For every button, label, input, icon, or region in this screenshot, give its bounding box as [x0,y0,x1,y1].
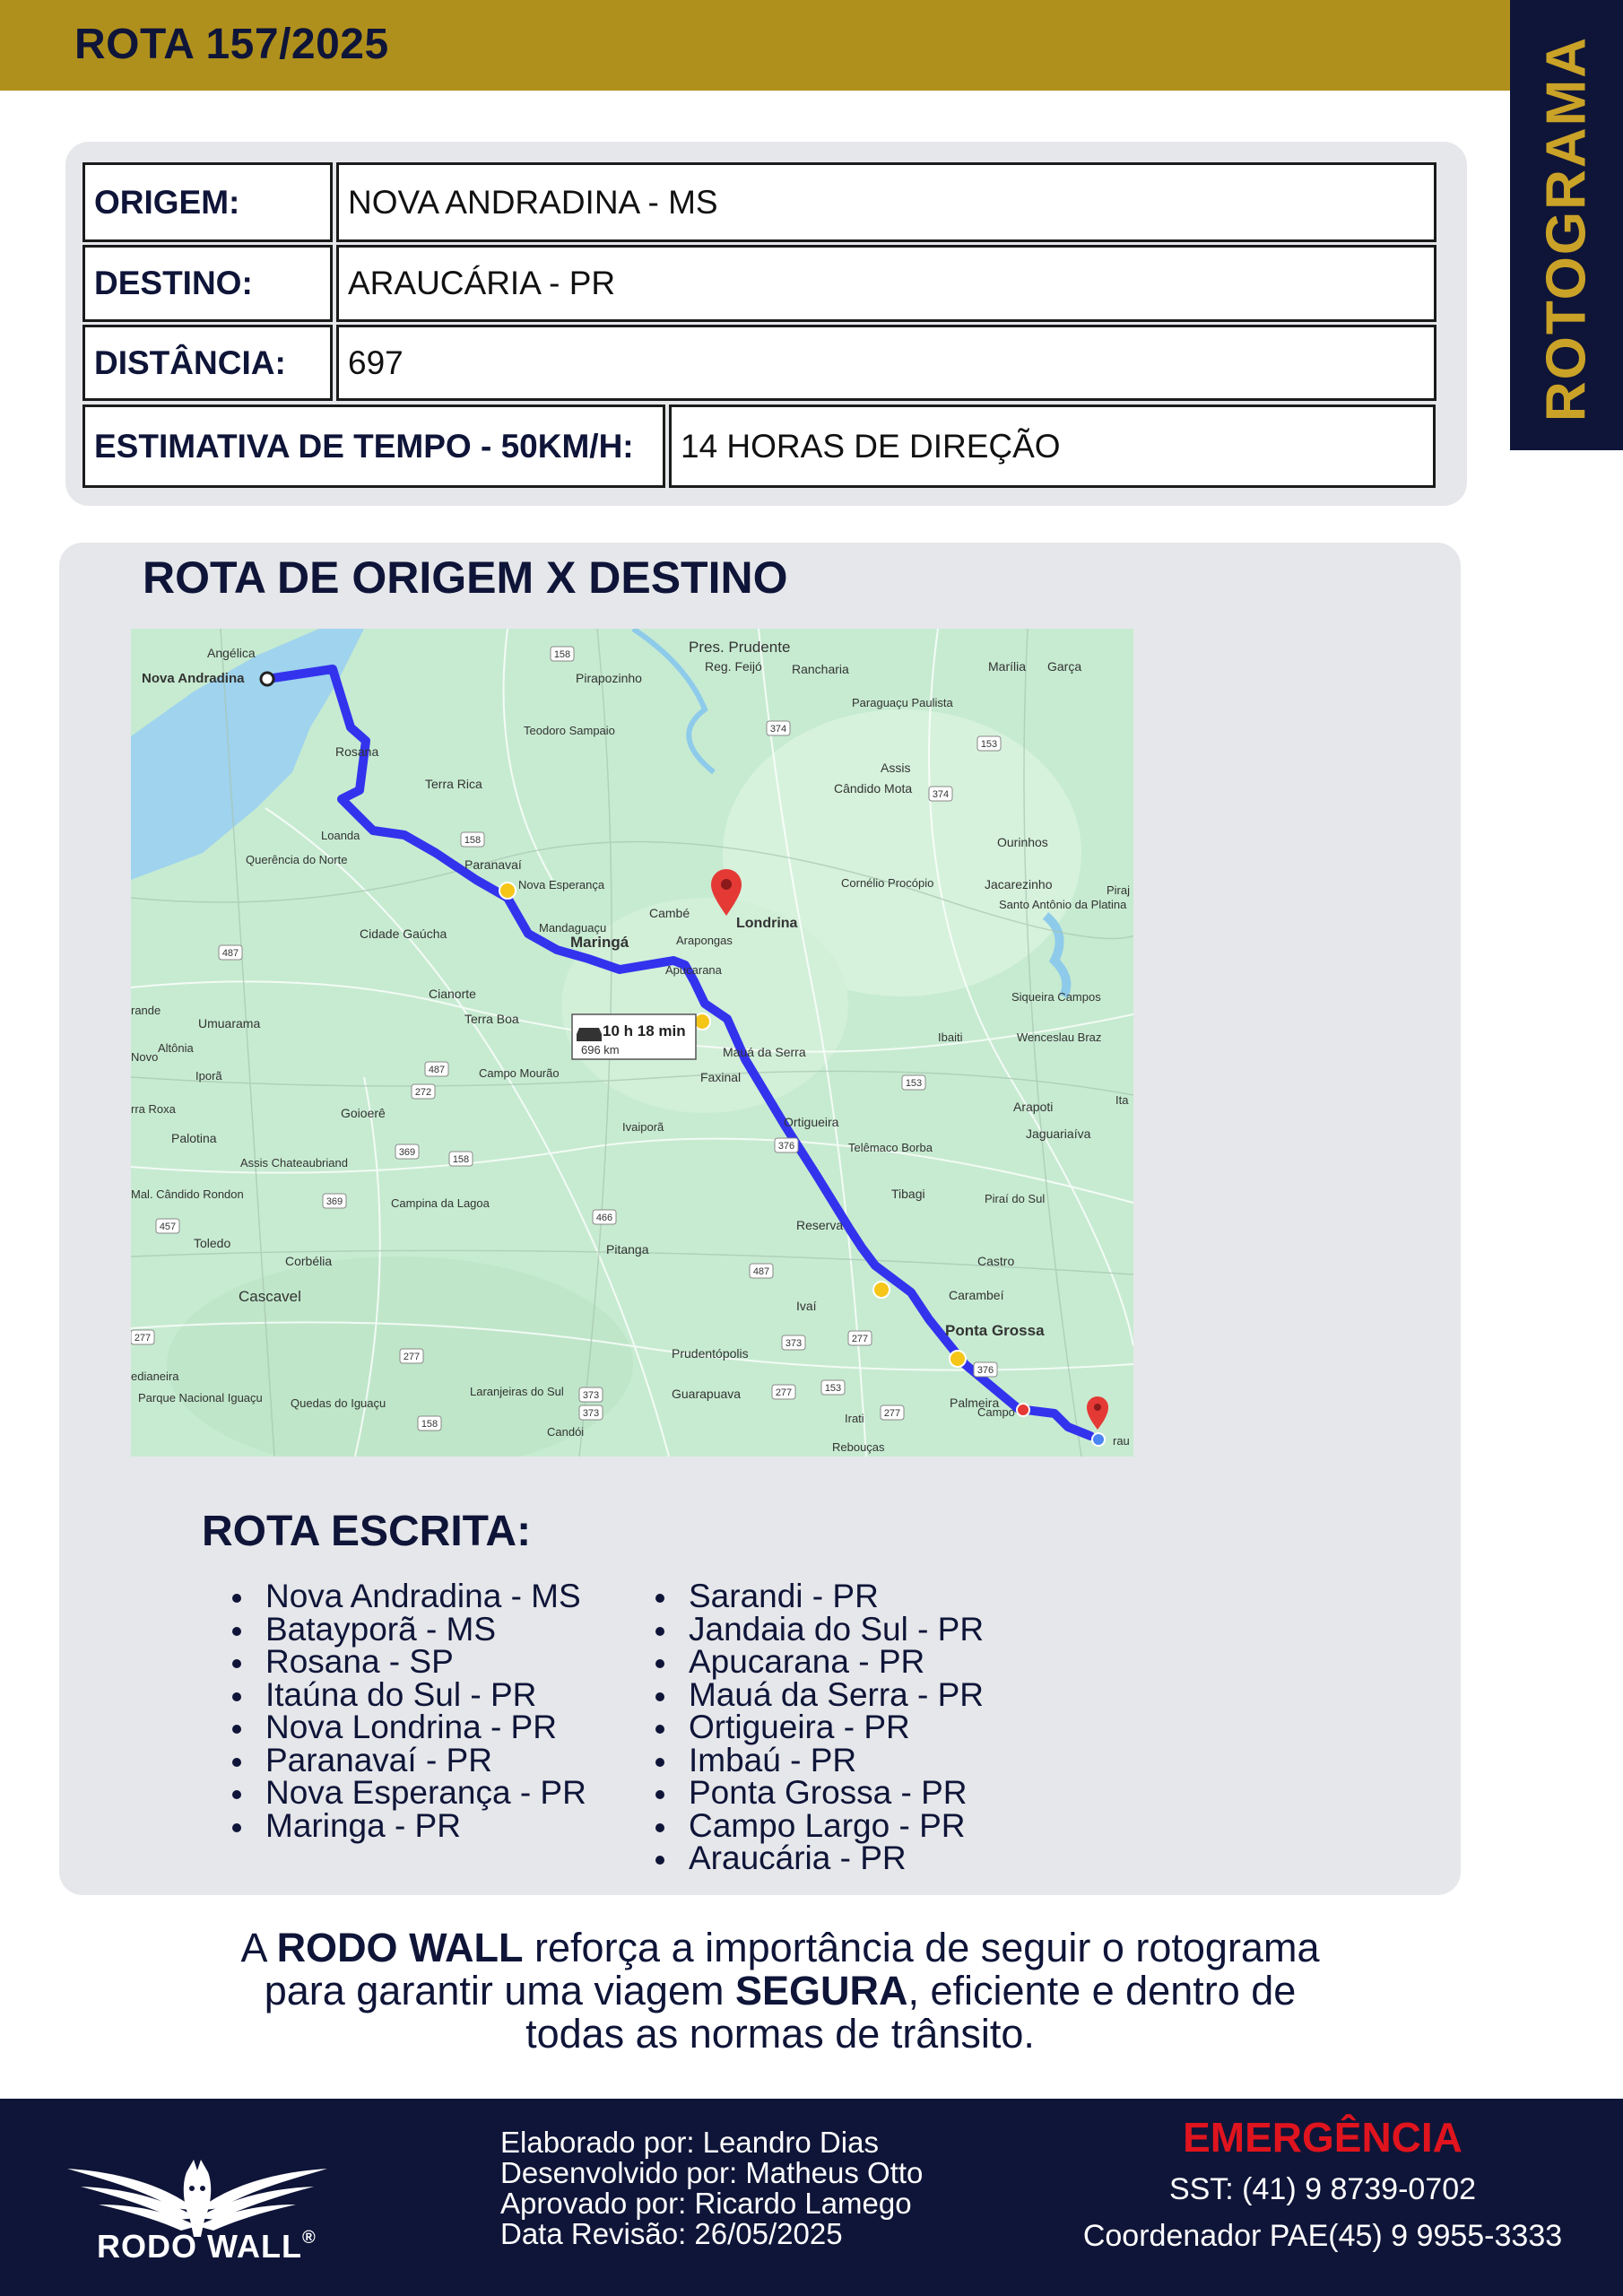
svg-text:158: 158 [421,1419,438,1430]
map-label: Wenceslau Braz [1017,1031,1102,1044]
map-label: Campina da Lagoa [391,1196,490,1210]
map-label: Mal. Cândido Rondon [131,1187,244,1201]
list-item: Batayporã - MS [203,1613,586,1647]
highway-shield [323,1194,346,1208]
map-label: Santo Antônio da Platina [999,898,1127,911]
list-item: Maringa - PR [203,1810,586,1843]
svg-text:369: 369 [325,1196,343,1207]
map-label: Rosana [335,744,379,759]
map-label: Palotina [171,1131,217,1145]
highway-shield [977,736,1001,751]
map-label: Carambeí [949,1288,1004,1302]
map-label: Iporã [195,1069,222,1083]
map-label: Marília [988,659,1027,674]
highway-shield [400,1349,423,1363]
highway-shield [395,1144,419,1159]
map-label: edianeira [131,1370,179,1383]
closing-text: reforça a importância de seguir o rotograma [523,1925,1320,1970]
svg-text:158: 158 [452,1154,470,1165]
map-label: Piraj [1107,883,1131,897]
map-label: Campo [977,1405,1015,1419]
svg-text:158: 158 [553,649,571,660]
pae-phone: Coordenador PAE(45) 9 9955-3333 [1082,2219,1563,2253]
svg-text:369: 369 [398,1147,416,1158]
map-label: Tibagi [891,1187,925,1201]
origin-label: ORIGEM: [82,162,333,242]
map-label: Quedas do Iguaçu [291,1396,386,1410]
route-duration: 10 h 18 min [603,1022,686,1039]
highway-shield [425,1062,448,1076]
map-label: Campo Mourão [479,1066,560,1080]
map-label: Nova Esperança [518,878,605,891]
map-label: Teodoro Sampaio [524,724,615,737]
registered-mark: ® [301,2228,317,2248]
map-label: Nova Andradina [142,671,245,686]
list-item: Mauá da Serra - PR [626,1679,984,1712]
highway-shield [131,1330,154,1344]
highway-shield [156,1219,179,1233]
svg-text:466: 466 [595,1213,613,1223]
time-estimate-value: 14 HORAS DE DIREÇÃO [669,404,1436,488]
map-label: Ivaí [796,1299,817,1313]
highway-shield [974,1362,997,1377]
map-label: Cândido Mota [834,781,913,796]
list-item: Nova Esperança - PR [203,1777,586,1810]
credit-line: Elaborado por: Leandro Dias [500,2126,879,2159]
closing-text: , eficiente e dentro de [907,1968,1297,2013]
written-route-list-left [203,1580,586,1842]
map-label: Cambé [649,906,690,920]
written-route-list-right [626,1580,984,1875]
origin-value: NOVA ANDRADINA - MS [336,162,1436,242]
map-label: Assis Chateaubriand [240,1156,348,1170]
highway-shield [412,1084,435,1099]
map-label: Ibaiti [938,1031,963,1044]
map-label: Assis [881,761,911,775]
highway-shield [579,1387,603,1402]
highway-shield [449,1152,473,1166]
list-item: Apucarana - PR [626,1646,984,1679]
svg-text:374: 374 [769,724,787,735]
list-item: Campo Largo - PR [626,1810,984,1843]
svg-text:153: 153 [980,739,998,750]
svg-text:277: 277 [403,1352,421,1362]
svg-text:373: 373 [582,1408,600,1419]
map-label: Toledo [194,1236,231,1250]
map-label: Angélica [207,646,256,660]
map-label: Irati [845,1412,864,1425]
svg-text:277: 277 [883,1408,901,1419]
map-label: Prudentópolis [672,1346,749,1361]
map-label: Cascavel [239,1288,301,1305]
map-label: Palmeira [950,1396,1000,1410]
highway-shield [902,1075,925,1090]
map-label: Paraguaçu Paulista [852,696,953,709]
map-label: Guarapuava [672,1387,742,1401]
svg-text:158: 158 [464,835,482,846]
credit-line: Data Revisão: 26/05/2025 [500,2217,843,2250]
map-label: Umuarama [198,1016,261,1031]
map-label: Ortigueira [784,1115,839,1129]
closing-message [108,1926,1453,2056]
map-label: Ivaiporã [622,1120,664,1134]
distance-label: DISTÂNCIA: [82,325,333,401]
svg-text:272: 272 [414,1087,432,1098]
svg-text:487: 487 [752,1266,770,1277]
map-label: Rebouças [832,1440,885,1454]
map-label: Maringá [570,934,629,951]
side-tab [1510,0,1623,450]
highway-shield [821,1380,845,1395]
map-label: Piraí do Sul [985,1192,1046,1205]
map-label: Castro [977,1254,1015,1268]
map-label: Goioerê [341,1106,386,1120]
destination-marker-icon [1092,1433,1105,1446]
time-estimate-label: ESTIMATIVA DE TEMPO - 50KM/H: [82,404,665,488]
map-label: Cornélio Procópio [841,876,934,890]
list-item: Nova Andradina - MS [203,1580,586,1613]
map-label: Loanda [321,829,360,842]
highway-shield [593,1210,616,1224]
highway-shield [750,1264,773,1278]
map-label: Altônia [158,1041,194,1055]
list-item: Araucária - PR [626,1842,984,1875]
destination-value: ARAUCÁRIA - PR [336,245,1436,322]
map-label: Corbélia [285,1254,333,1268]
map-label: Londrina [736,916,798,931]
highway-shield [767,721,790,735]
map-label: Rancharia [792,662,849,676]
map-label: Cianorte [429,987,476,1001]
map-label: Mandaguaçu [539,921,607,935]
map-label: Ourinhos [997,835,1048,849]
svg-text:277: 277 [134,1333,152,1344]
map-label: Pirapozinho [576,671,642,685]
map-label: Mauá da Serra [723,1045,806,1059]
highway-shield [551,647,574,661]
list-item: Itaúna do Sul - PR [203,1679,586,1712]
highway-shield [929,787,952,801]
map-label: Siqueira Campos [1011,990,1101,1004]
map-label: Laranjeiras do Sul [470,1385,564,1398]
map-label: Reserva [796,1218,844,1232]
map-label: Terra Rica [425,777,482,791]
map-label: Parque Nacional Iguaçu [138,1391,263,1405]
map-label: Reg. Feijó [705,659,762,674]
svg-text:277: 277 [775,1387,793,1398]
route-map [131,629,1133,1457]
distance-value: 697 [336,325,1436,401]
map-label: Terra Boa [464,1012,519,1026]
svg-text:457: 457 [159,1222,177,1232]
route-duration-box [572,1014,696,1059]
map-label: Novo [131,1050,159,1064]
svg-text:374: 374 [932,789,950,800]
svg-text:277: 277 [851,1334,869,1344]
document-credits [500,2127,923,2249]
highway-shield [418,1416,441,1431]
origin-marker-icon [261,673,273,685]
highway-shield [772,1385,795,1399]
map-label: Ita [1115,1093,1129,1107]
map-label: Arapongas [676,934,733,947]
closing-text: todas as normas de trânsito. [525,2011,1035,2057]
map-heading: ROTA DE ORIGEM X DESTINO [143,552,788,603]
map-label: Jaguariaíva [1026,1126,1091,1141]
credit-line: Desenvolvido por: Matheus Otto [500,2156,924,2189]
car-icon [577,1028,602,1041]
written-route-heading: ROTA ESCRITA: [202,1508,532,1555]
credit-line: Aprovado por: Ricardo Lamego [500,2187,912,2220]
map-label: Garça [1047,659,1082,674]
list-item: Paranavaí - PR [203,1744,586,1778]
map-label: Paranavaí [464,857,522,872]
route-number-title: ROTA 157/2025 [74,21,389,68]
map-label: Jacarezinho [985,877,1053,891]
map-label: Cidade Gaúcha [360,926,447,941]
route-distance: 696 km [581,1043,620,1057]
list-item: Ortigueira - PR [626,1711,984,1744]
list-item: Nova Londrina - PR [203,1711,586,1744]
svg-text:376: 376 [777,1141,795,1152]
closing-emphasis: SEGURA [734,1968,908,2013]
svg-text:153: 153 [824,1383,842,1394]
svg-text:487: 487 [221,948,239,959]
svg-text:487: 487 [428,1065,446,1075]
highway-shield [461,832,484,847]
highway-shield [848,1331,872,1345]
highway-shield [579,1405,603,1420]
map-label: Candói [547,1425,585,1439]
destination-label: DESTINO: [82,245,333,322]
list-item: Jandaia do Sul - PR [626,1613,984,1647]
map-label: rande [131,1004,161,1017]
list-item: Sarandi - PR [626,1580,984,1613]
list-item: Imbaú - PR [626,1744,984,1778]
map-label: Pitanga [606,1242,649,1257]
map-label: rra Roxa [131,1102,176,1116]
svg-text:376: 376 [976,1365,994,1376]
closing-text: A [240,1925,277,1970]
emergency-title: EMERGÊNCIA [1183,2114,1462,2161]
highway-shield [881,1405,904,1420]
sst-phone: SST: (41) 9 8739-0702 [1168,2172,1477,2206]
map-label: Apucarana [665,963,722,977]
map-label: Telêmaco Borba [848,1141,933,1154]
svg-text:373: 373 [785,1338,803,1349]
footer-brand-name: RODO WALL [97,2228,302,2265]
map-label: Querência do Norte [246,853,348,866]
map-label: Pres. Prudente [689,639,791,656]
side-tab-label: ROTOGRAMA [1535,35,1598,422]
map-label: Faxinal [700,1070,742,1084]
highway-shield [775,1138,798,1152]
highway-shield [219,945,242,960]
list-item: Rosana - SP [203,1646,586,1679]
list-item: Ponta Grossa - PR [626,1777,984,1810]
map-label: Arapoti [1013,1100,1054,1114]
svg-text:373: 373 [582,1390,600,1401]
map-label: rau [1113,1434,1130,1448]
svg-text:153: 153 [905,1078,923,1089]
map-label: Ponta Grossa [945,1322,1045,1339]
closing-brand: RODO WALL [276,1925,524,1970]
highway-shield [782,1335,805,1350]
closing-text: para garantir uma viagem [264,1968,735,2013]
footer-brand [97,2228,317,2266]
